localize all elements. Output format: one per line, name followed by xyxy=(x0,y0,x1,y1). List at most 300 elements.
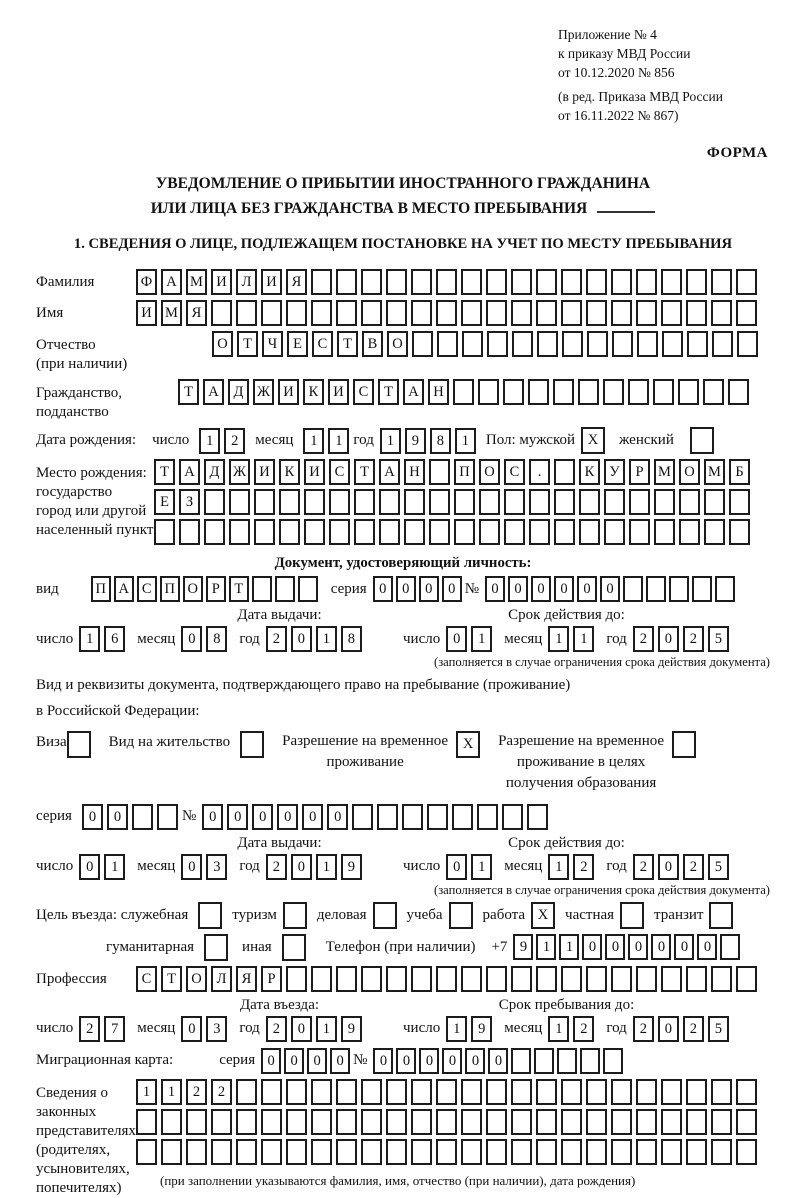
char-cell[interactable] xyxy=(611,269,632,295)
char-cell[interactable]: X xyxy=(456,731,480,758)
char-cell[interactable]: 1 xyxy=(455,428,476,454)
char-cell[interactable] xyxy=(612,331,633,357)
char-cell[interactable]: 0 xyxy=(373,576,393,602)
char-cell[interactable] xyxy=(136,1139,157,1165)
char-cell[interactable]: Я xyxy=(286,269,307,295)
char-cell[interactable]: С xyxy=(504,459,525,485)
char-cell[interactable] xyxy=(329,489,350,515)
char-cell[interactable] xyxy=(311,300,332,326)
char-cell[interactable] xyxy=(204,934,228,961)
char-cell[interactable]: Л xyxy=(211,966,232,992)
char-cell[interactable]: 0 xyxy=(107,804,128,830)
char-cell[interactable]: К xyxy=(303,379,324,405)
char-cell[interactable] xyxy=(486,1139,507,1165)
char-cell[interactable] xyxy=(536,1109,557,1135)
char-cell[interactable]: 5 xyxy=(708,854,729,880)
char-cell[interactable] xyxy=(527,804,548,830)
char-cell[interactable] xyxy=(603,1048,623,1074)
char-cell[interactable] xyxy=(336,966,357,992)
char-cell[interactable]: 2 xyxy=(266,1016,287,1042)
char-cell[interactable] xyxy=(354,519,375,545)
char-cell[interactable] xyxy=(361,1109,382,1135)
char-cell[interactable]: 9 xyxy=(513,934,533,960)
char-cell[interactable] xyxy=(661,1139,682,1165)
char-cell[interactable] xyxy=(736,1079,757,1105)
char-cell[interactable] xyxy=(536,300,557,326)
char-cell[interactable]: И xyxy=(304,459,325,485)
char-cell[interactable] xyxy=(304,519,325,545)
char-cell[interactable] xyxy=(637,331,658,357)
char-cell[interactable]: 1 xyxy=(380,428,401,454)
char-cell[interactable] xyxy=(561,966,582,992)
char-cell[interactable] xyxy=(461,1109,482,1135)
char-cell[interactable] xyxy=(204,489,225,515)
char-cell[interactable] xyxy=(286,966,307,992)
char-cell[interactable] xyxy=(452,804,473,830)
char-cell[interactable]: 5 xyxy=(708,626,729,652)
char-cell[interactable] xyxy=(486,1109,507,1135)
char-cell[interactable] xyxy=(611,1079,632,1105)
char-cell[interactable] xyxy=(161,1139,182,1165)
char-cell[interactable] xyxy=(486,1079,507,1105)
char-cell[interactable] xyxy=(712,331,733,357)
char-cell[interactable]: 2 xyxy=(573,854,594,880)
char-cell[interactable] xyxy=(336,1139,357,1165)
char-cell[interactable] xyxy=(587,331,608,357)
char-cell[interactable] xyxy=(411,1079,432,1105)
char-cell[interactable] xyxy=(690,427,714,454)
char-cell[interactable]: И xyxy=(254,459,275,485)
char-cell[interactable]: 0 xyxy=(396,576,416,602)
char-cell[interactable]: 1 xyxy=(548,1016,569,1042)
char-cell[interactable]: 8 xyxy=(430,428,451,454)
char-cell[interactable] xyxy=(529,489,550,515)
char-cell[interactable] xyxy=(361,1139,382,1165)
char-cell[interactable] xyxy=(136,1109,157,1135)
char-cell[interactable] xyxy=(361,966,382,992)
char-cell[interactable] xyxy=(728,379,749,405)
char-cell[interactable]: 0 xyxy=(658,854,679,880)
char-cell[interactable] xyxy=(427,804,448,830)
char-cell[interactable]: 1 xyxy=(316,626,337,652)
char-cell[interactable] xyxy=(154,519,175,545)
char-cell[interactable] xyxy=(686,1109,707,1135)
char-cell[interactable] xyxy=(620,902,644,929)
char-cell[interactable]: Р xyxy=(261,966,282,992)
char-cell[interactable] xyxy=(603,379,624,405)
char-cell[interactable] xyxy=(678,379,699,405)
char-cell[interactable] xyxy=(636,269,657,295)
char-cell[interactable] xyxy=(336,1079,357,1105)
char-cell[interactable] xyxy=(461,269,482,295)
char-cell[interactable] xyxy=(736,300,757,326)
char-cell[interactable] xyxy=(653,379,674,405)
char-cell[interactable] xyxy=(336,269,357,295)
char-cell[interactable]: 2 xyxy=(79,1016,100,1042)
char-cell[interactable]: 0 xyxy=(291,854,312,880)
char-cell[interactable]: Е xyxy=(287,331,308,357)
char-cell[interactable] xyxy=(286,1079,307,1105)
char-cell[interactable]: 9 xyxy=(405,428,426,454)
char-cell[interactable]: 2 xyxy=(186,1079,207,1105)
char-cell[interactable] xyxy=(436,1109,457,1135)
char-cell[interactable] xyxy=(511,300,532,326)
char-cell[interactable] xyxy=(329,519,350,545)
char-cell[interactable] xyxy=(261,1079,282,1105)
char-cell[interactable] xyxy=(636,1139,657,1165)
char-cell[interactable] xyxy=(534,1048,554,1074)
char-cell[interactable] xyxy=(636,300,657,326)
char-cell[interactable] xyxy=(311,1109,332,1135)
char-cell[interactable] xyxy=(686,269,707,295)
char-cell[interactable] xyxy=(528,379,549,405)
char-cell[interactable]: И xyxy=(328,379,349,405)
char-cell[interactable] xyxy=(629,519,650,545)
char-cell[interactable]: Е xyxy=(154,489,175,515)
char-cell[interactable] xyxy=(636,1109,657,1135)
char-cell[interactable]: 8 xyxy=(341,626,362,652)
char-cell[interactable]: 1 xyxy=(79,626,100,652)
char-cell[interactable] xyxy=(282,934,306,961)
char-cell[interactable]: X xyxy=(531,902,555,929)
char-cell[interactable] xyxy=(411,300,432,326)
char-cell[interactable]: 1 xyxy=(446,1016,467,1042)
char-cell[interactable] xyxy=(412,331,433,357)
char-cell[interactable] xyxy=(736,269,757,295)
char-cell[interactable]: К xyxy=(279,459,300,485)
char-cell[interactable]: И xyxy=(211,269,232,295)
char-cell[interactable]: 3 xyxy=(206,1016,227,1042)
char-cell[interactable] xyxy=(503,379,524,405)
char-cell[interactable] xyxy=(672,731,696,758)
char-cell[interactable] xyxy=(361,300,382,326)
char-cell[interactable]: 6 xyxy=(104,626,125,652)
char-cell[interactable]: 0 xyxy=(508,576,528,602)
char-cell[interactable]: Т xyxy=(237,331,258,357)
char-cell[interactable] xyxy=(686,966,707,992)
char-cell[interactable]: 2 xyxy=(683,854,704,880)
char-cell[interactable]: 0 xyxy=(651,934,671,960)
char-cell[interactable]: 0 xyxy=(465,1048,485,1074)
char-cell[interactable]: 0 xyxy=(697,934,717,960)
char-cell[interactable] xyxy=(379,489,400,515)
char-cell[interactable] xyxy=(736,1109,757,1135)
char-cell[interactable]: 0 xyxy=(261,1048,281,1074)
char-cell[interactable]: Я xyxy=(236,966,257,992)
char-cell[interactable] xyxy=(628,379,649,405)
char-cell[interactable]: 1 xyxy=(136,1079,157,1105)
char-cell[interactable]: Р xyxy=(629,459,650,485)
char-cell[interactable]: 2 xyxy=(683,1016,704,1042)
char-cell[interactable] xyxy=(454,519,475,545)
char-cell[interactable] xyxy=(311,1139,332,1165)
char-cell[interactable] xyxy=(377,804,398,830)
char-cell[interactable]: 0 xyxy=(488,1048,508,1074)
char-cell[interactable]: 0 xyxy=(442,1048,462,1074)
char-cell[interactable]: 0 xyxy=(485,576,505,602)
char-cell[interactable]: А xyxy=(203,379,224,405)
char-cell[interactable] xyxy=(623,576,643,602)
char-cell[interactable]: 1 xyxy=(316,854,337,880)
char-cell[interactable] xyxy=(686,1079,707,1105)
char-cell[interactable]: 2 xyxy=(211,1079,232,1105)
char-cell[interactable] xyxy=(404,519,425,545)
char-cell[interactable] xyxy=(504,519,525,545)
char-cell[interactable] xyxy=(261,1139,282,1165)
char-cell[interactable] xyxy=(502,804,523,830)
char-cell[interactable] xyxy=(661,269,682,295)
char-cell[interactable] xyxy=(686,300,707,326)
char-cell[interactable] xyxy=(511,1139,532,1165)
char-cell[interactable]: О xyxy=(387,331,408,357)
char-cell[interactable] xyxy=(711,1079,732,1105)
char-cell[interactable] xyxy=(279,519,300,545)
char-cell[interactable] xyxy=(411,966,432,992)
char-cell[interactable] xyxy=(429,519,450,545)
char-cell[interactable] xyxy=(261,300,282,326)
char-cell[interactable] xyxy=(711,1139,732,1165)
char-cell[interactable]: 0 xyxy=(252,804,273,830)
char-cell[interactable] xyxy=(236,1079,257,1105)
char-cell[interactable]: О xyxy=(679,459,700,485)
char-cell[interactable]: П xyxy=(160,576,180,602)
char-cell[interactable] xyxy=(478,379,499,405)
char-cell[interactable] xyxy=(529,519,550,545)
char-cell[interactable] xyxy=(561,269,582,295)
char-cell[interactable]: 0 xyxy=(302,804,323,830)
char-cell[interactable] xyxy=(654,519,675,545)
char-cell[interactable]: Д xyxy=(204,459,225,485)
char-cell[interactable]: 1 xyxy=(199,428,220,454)
char-cell[interactable]: 0 xyxy=(181,626,202,652)
char-cell[interactable]: 1 xyxy=(536,934,556,960)
char-cell[interactable] xyxy=(179,519,200,545)
char-cell[interactable]: Т xyxy=(154,459,175,485)
char-cell[interactable] xyxy=(586,1109,607,1135)
char-cell[interactable]: 1 xyxy=(328,428,349,454)
char-cell[interactable]: И xyxy=(278,379,299,405)
char-cell[interactable]: Т xyxy=(337,331,358,357)
char-cell[interactable] xyxy=(512,331,533,357)
char-cell[interactable] xyxy=(636,1079,657,1105)
char-cell[interactable] xyxy=(553,379,574,405)
char-cell[interactable]: М xyxy=(704,459,725,485)
char-cell[interactable]: . xyxy=(529,459,550,485)
char-cell[interactable] xyxy=(692,576,712,602)
char-cell[interactable] xyxy=(286,300,307,326)
char-cell[interactable]: Д xyxy=(228,379,249,405)
char-cell[interactable] xyxy=(511,966,532,992)
char-cell[interactable]: X xyxy=(581,427,605,454)
char-cell[interactable]: 1 xyxy=(471,854,492,880)
char-cell[interactable]: С xyxy=(137,576,157,602)
char-cell[interactable] xyxy=(536,1139,557,1165)
char-cell[interactable]: А xyxy=(114,576,134,602)
char-cell[interactable]: А xyxy=(379,459,400,485)
char-cell[interactable]: 0 xyxy=(658,1016,679,1042)
char-cell[interactable] xyxy=(411,269,432,295)
char-cell[interactable]: И xyxy=(136,300,157,326)
char-cell[interactable] xyxy=(186,1109,207,1135)
char-cell[interactable]: 0 xyxy=(181,1016,202,1042)
char-cell[interactable]: 0 xyxy=(330,1048,350,1074)
char-cell[interactable]: М xyxy=(161,300,182,326)
char-cell[interactable] xyxy=(453,379,474,405)
char-cell[interactable]: 8 xyxy=(206,626,227,652)
char-cell[interactable]: 0 xyxy=(446,854,467,880)
char-cell[interactable] xyxy=(461,1079,482,1105)
char-cell[interactable] xyxy=(611,300,632,326)
char-cell[interactable] xyxy=(479,519,500,545)
char-cell[interactable] xyxy=(236,300,257,326)
char-cell[interactable] xyxy=(411,1109,432,1135)
char-cell[interactable] xyxy=(386,300,407,326)
char-cell[interactable] xyxy=(704,489,725,515)
char-cell[interactable] xyxy=(454,489,475,515)
char-cell[interactable]: 1 xyxy=(303,428,324,454)
char-cell[interactable] xyxy=(186,1139,207,1165)
char-cell[interactable] xyxy=(511,1079,532,1105)
char-cell[interactable] xyxy=(132,804,153,830)
char-cell[interactable] xyxy=(711,966,732,992)
char-cell[interactable]: 5 xyxy=(708,1016,729,1042)
char-cell[interactable] xyxy=(486,966,507,992)
char-cell[interactable]: С xyxy=(353,379,374,405)
char-cell[interactable] xyxy=(462,331,483,357)
char-cell[interactable] xyxy=(211,1109,232,1135)
char-cell[interactable]: Т xyxy=(354,459,375,485)
char-cell[interactable] xyxy=(336,1109,357,1135)
char-cell[interactable]: Я xyxy=(186,300,207,326)
char-cell[interactable] xyxy=(198,902,222,929)
char-cell[interactable] xyxy=(379,519,400,545)
char-cell[interactable] xyxy=(279,489,300,515)
char-cell[interactable] xyxy=(229,489,250,515)
char-cell[interactable] xyxy=(636,966,657,992)
char-cell[interactable]: 2 xyxy=(266,854,287,880)
char-cell[interactable] xyxy=(486,300,507,326)
char-cell[interactable] xyxy=(361,269,382,295)
char-cell[interactable]: М xyxy=(186,269,207,295)
char-cell[interactable] xyxy=(211,300,232,326)
char-cell[interactable] xyxy=(586,1079,607,1105)
char-cell[interactable] xyxy=(311,269,332,295)
char-cell[interactable] xyxy=(229,519,250,545)
char-cell[interactable]: 0 xyxy=(307,1048,327,1074)
char-cell[interactable]: 3 xyxy=(206,854,227,880)
char-cell[interactable]: Ф xyxy=(136,269,157,295)
char-cell[interactable] xyxy=(511,1048,531,1074)
char-cell[interactable] xyxy=(580,1048,600,1074)
char-cell[interactable] xyxy=(736,966,757,992)
char-cell[interactable]: 0 xyxy=(79,854,100,880)
char-cell[interactable] xyxy=(711,1109,732,1135)
char-cell[interactable] xyxy=(486,269,507,295)
char-cell[interactable] xyxy=(561,1079,582,1105)
char-cell[interactable]: Л xyxy=(236,269,257,295)
char-cell[interactable] xyxy=(504,489,525,515)
char-cell[interactable]: А xyxy=(403,379,424,405)
char-cell[interactable] xyxy=(311,966,332,992)
char-cell[interactable] xyxy=(537,331,558,357)
char-cell[interactable] xyxy=(404,489,425,515)
char-cell[interactable] xyxy=(611,1109,632,1135)
char-cell[interactable] xyxy=(286,1109,307,1135)
char-cell[interactable] xyxy=(561,1139,582,1165)
char-cell[interactable] xyxy=(709,902,733,929)
char-cell[interactable] xyxy=(254,519,275,545)
char-cell[interactable] xyxy=(275,576,295,602)
char-cell[interactable] xyxy=(611,1139,632,1165)
char-cell[interactable]: 2 xyxy=(633,626,654,652)
char-cell[interactable] xyxy=(67,731,91,758)
char-cell[interactable]: 0 xyxy=(202,804,223,830)
char-cell[interactable]: О xyxy=(183,576,203,602)
char-cell[interactable]: Т xyxy=(178,379,199,405)
char-cell[interactable]: 0 xyxy=(531,576,551,602)
char-cell[interactable] xyxy=(157,804,178,830)
char-cell[interactable]: 0 xyxy=(327,804,348,830)
char-cell[interactable]: У xyxy=(604,459,625,485)
char-cell[interactable] xyxy=(386,1109,407,1135)
char-cell[interactable]: С xyxy=(329,459,350,485)
char-cell[interactable] xyxy=(352,804,373,830)
char-cell[interactable]: 1 xyxy=(548,626,569,652)
char-cell[interactable] xyxy=(586,1139,607,1165)
char-cell[interactable] xyxy=(578,379,599,405)
char-cell[interactable] xyxy=(204,519,225,545)
char-cell[interactable] xyxy=(536,966,557,992)
char-cell[interactable]: 2 xyxy=(224,428,245,454)
char-cell[interactable] xyxy=(487,331,508,357)
char-cell[interactable] xyxy=(479,489,500,515)
char-cell[interactable] xyxy=(661,300,682,326)
char-cell[interactable] xyxy=(669,576,689,602)
char-cell[interactable] xyxy=(236,1109,257,1135)
char-cell[interactable]: 1 xyxy=(573,626,594,652)
char-cell[interactable]: Ж xyxy=(253,379,274,405)
char-cell[interactable]: Н xyxy=(404,459,425,485)
char-cell[interactable]: 0 xyxy=(600,576,620,602)
char-cell[interactable] xyxy=(715,576,735,602)
char-cell[interactable]: К xyxy=(579,459,600,485)
char-cell[interactable]: 0 xyxy=(554,576,574,602)
char-cell[interactable]: 0 xyxy=(419,1048,439,1074)
char-cell[interactable]: М xyxy=(654,459,675,485)
char-cell[interactable]: Б xyxy=(729,459,750,485)
char-cell[interactable] xyxy=(711,269,732,295)
char-cell[interactable] xyxy=(298,576,318,602)
char-cell[interactable]: 0 xyxy=(605,934,625,960)
char-cell[interactable] xyxy=(661,966,682,992)
char-cell[interactable]: 9 xyxy=(341,854,362,880)
char-cell[interactable]: 9 xyxy=(471,1016,492,1042)
char-cell[interactable] xyxy=(562,331,583,357)
char-cell[interactable] xyxy=(704,519,725,545)
char-cell[interactable] xyxy=(554,519,575,545)
char-cell[interactable] xyxy=(611,966,632,992)
char-cell[interactable] xyxy=(386,966,407,992)
char-cell[interactable] xyxy=(586,269,607,295)
char-cell[interactable]: 1 xyxy=(161,1079,182,1105)
char-cell[interactable]: 0 xyxy=(82,804,103,830)
char-cell[interactable]: 0 xyxy=(291,1016,312,1042)
char-cell[interactable] xyxy=(429,459,450,485)
char-cell[interactable] xyxy=(511,269,532,295)
char-cell[interactable] xyxy=(461,966,482,992)
char-cell[interactable] xyxy=(604,519,625,545)
char-cell[interactable]: 0 xyxy=(284,1048,304,1074)
